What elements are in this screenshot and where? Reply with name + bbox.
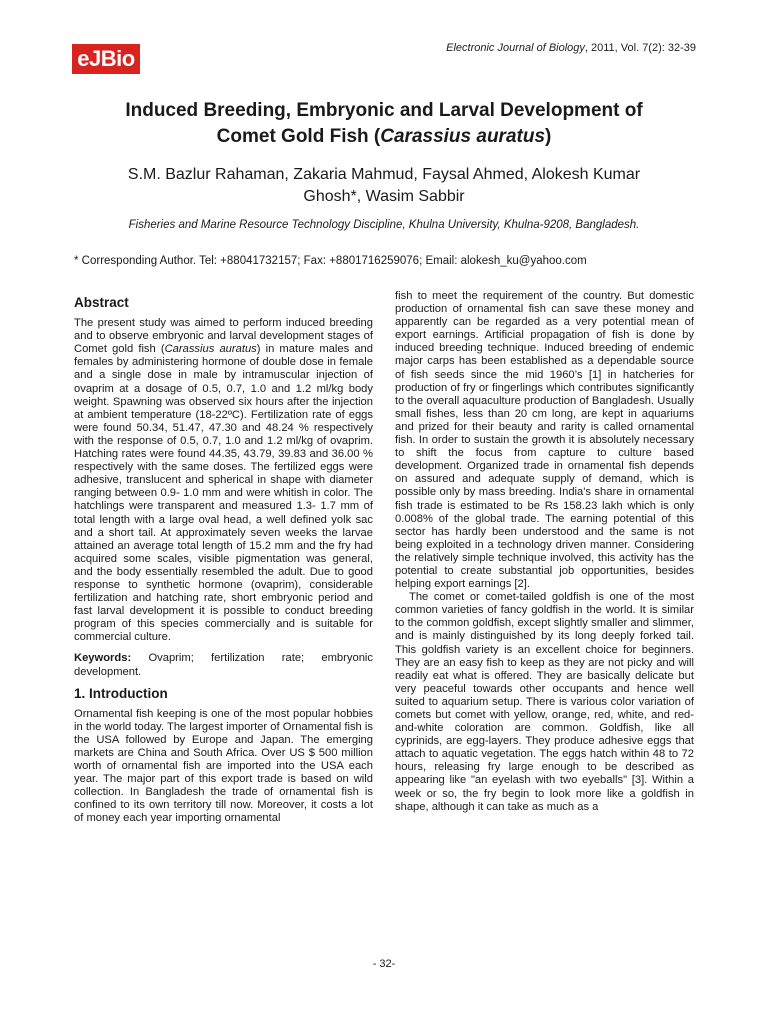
authors-line-1: S.M. Bazlur Rahaman, Zakaria Mahmud, Faysal Ahmed, Alokesh Kumar	[127, 166, 641, 183]
introduction-paragraph-1: Ornamental fish keeping is one of the most popular hobbies in the world today. The largest importer of Ornamental fish is the USA followed by Europe and Japan. The emerging markets are China and South Africa. Over US $ 500 million worth of ornamental fish are imported into the USA each year. The major part of this export trade is based on wild collection. In Bangladesh the trade of ornamental fish is confined to its own territory till now. Moreover, it costs a lot of money each year importing ornamental	[74, 707, 373, 825]
journal-name: Electronic Journal of Biology	[446, 42, 585, 54]
keywords-label: Keywords:	[74, 652, 132, 665]
abstract-species: Carassius auratus	[164, 343, 257, 356]
title-suffix: )	[545, 126, 552, 147]
keywords	[74, 652, 373, 678]
title-prefix: Comet Gold Fish (	[216, 126, 381, 147]
journal-reference	[446, 42, 696, 54]
page-number: - 32-	[372, 958, 396, 970]
journal-details: , 2011, Vol. 7(2): 32-39	[584, 42, 696, 54]
introduction-paragraph-2: The comet or comet-tailed goldfish is one of the most common varieties of fancy goldfish in the world. It is similar to the common goldfish, except slightly smaller and slimmer, and is mainly distinguished by its long deeply forked tail. This goldfish variety is an excellent choice for beginners. They are an easy fish to keep as they are not picky and will readily eat what is offered. They are basically delicate but very peaceful towards other occupants and hence well suited to aquarium setup. There is various color variation of comets but comet with yellow, orange, red, white, and red-and-white coloration are common. Goldfish, like all cyprinids, are egg-layers. They produce adhesive eggs that attach to aquatic vegetation. The eggs hatch within 48 to 72 hours, releasing fry large enough to be described as appearing like "an eyelash with two eyeballs" [3]. Within a week or so, the fry begin to look more like a goldfish in shape, although it can take as much as a	[395, 591, 694, 813]
affiliation: Fisheries and Marine Resource Technology Discipline, Khulna University, Khulna-9208, Bangladesh.	[128, 219, 640, 231]
keywords-text: Ovaprim; fertilization rate; embryonic development.	[74, 652, 373, 678]
title-scientific-name: Carassius auratus	[380, 126, 546, 147]
abstract-text	[74, 317, 373, 644]
abstract-heading: Abstract	[74, 295, 129, 310]
title-line-2	[60, 124, 708, 150]
author-list	[60, 164, 708, 208]
abstract-text-part2: ) in mature males and females by administering hormone of double dose in female and a single dose in male by intramuscular injection of ovaprim at a dosage of 0.5, 0.7, 1.0 and 1.2 ml/kg body weight. Spawning was observed six hours after the injection at ambient temperature (18-22ºC). Fertilization rate of eggs were found 50.34, 51.47, 47.30 and 48.24 % respectively with the response of 0.5, 0.7, 1.0 and 1.2 ml/kg of ovaprim. Hatching rates were found 44.35, 43.79, 39.83 and 36.00 % respectively with the same doses. The fertilized eggs were adhesive, translucent and spherical in shape with diameter ranging between 0.9- 1.0 mm and were whitish in color. The hatchlings were transparent and measured 1.3- 1.7 mm of total length with a large oval head, a well defined yolk sac and a short tail. At approximately seven weeks the larvae attained an average total length of 15.2 mm and the fry had acquired some scales, visible pigmentation was general, and the body essentially resembled the adult. Due to good response to synthetic hormone (ovaprim), considerable fertilization and hatching rate, short embryonic period and fast larval development it is possible to conduct breeding program of this species commercially and is suitable for commercial culture.	[74, 343, 373, 644]
title-line-1: Induced Breeding, Embryonic and Larval Development of	[125, 100, 643, 121]
introduction-heading: 1. Introduction	[74, 685, 168, 701]
authors-line-2: Ghosh*, Wasim Sabbir	[303, 188, 465, 205]
left-column	[74, 290, 373, 834]
introduction-paragraph-1-continued: fish to meet the requirement of the country. But domestic production of ornamental fish can save these money and apparently can be regarded as a very potential mean of export earnings. Artificial propagation of fish is done by induced breeding technique. Induced breeding of endemic major carps has been established as a dependable source of fish seeds since the mid 1960’s [1] in hatcheries for production of fry or fingerlings which contributes significantly to the overall aquaculture production of Bangladesh. Usually small fishes, less than 20 cm long, are kept in aquariums and prized for their beauty and rarity is called ornamental fish. In order to sustain the growth it is absolutely necessary to shift the focus from capture to culture based development. Organized trade in ornamental fish depends on assured and adequate supply of demand, which is possible only by mass breeding. India's share in ornamental fish trade is estimated to be Rs 158.23 lakh which is only 0.008% of the global trade. The earning potential of this sector has hardly been understood and the same is not being exploited in a technology driven manner. Considering the relatively simple technique involved, this activity has the potential to create substantial job opportunities, besides helping export earnings [2].	[395, 290, 694, 591]
paper-title	[60, 98, 708, 150]
abstract-text-part1: The present study was aimed to perform induced breeding and to observe embryonic and larval development stages of Comet gold fish (	[74, 317, 373, 356]
right-column	[395, 290, 694, 814]
journal-logo: eJBio	[72, 44, 140, 74]
corresponding-author: * Corresponding Author. Tel: +88041732157; Fax: +8801716259076; Email: alokesh_ku@yahoo.com	[74, 255, 587, 267]
